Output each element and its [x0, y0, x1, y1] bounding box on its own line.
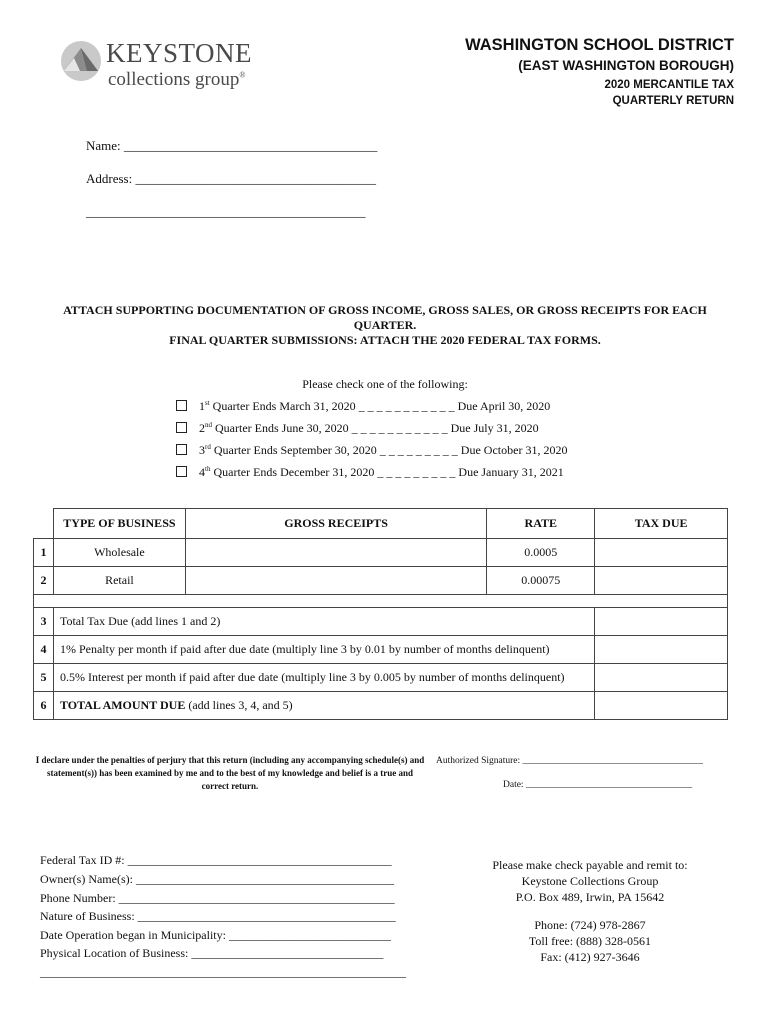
line-description: 1% Penalty per month if paid after due date (multiply line 3 by 0.01 by number of months delinquent): [53, 636, 594, 664]
business-type: Wholesale: [53, 539, 185, 567]
header-type: TYPE OF BUSINESS: [53, 509, 185, 539]
checkbox[interactable]: [176, 466, 187, 477]
line-number: 2: [34, 567, 54, 595]
table-corner: [34, 509, 54, 539]
table-row: [34, 567, 728, 595]
amount-input[interactable]: [595, 636, 728, 664]
quarter-prompt: Please check one of the following:: [302, 377, 468, 391]
mountain-peak-icon: [60, 40, 102, 82]
tax-title: 2020 MERCANTILE TAX: [604, 79, 734, 91]
checkbox[interactable]: [176, 422, 187, 433]
final-quarter-notice: FINAL QUARTER SUBMISSIONS: ATTACH THE 2020 FEDERAL TAX FORMS.: [169, 333, 601, 347]
header-rate: RATE: [487, 509, 595, 539]
line-description: TOTAL AMOUNT DUE (add lines 3, 4, and 5): [53, 692, 594, 720]
quarter-option-1[interactable]: 1st Quarter Ends March 31, 2020 _ _ _ _ _ _ _ _ _ _ _ Due April 30, 2020: [176, 399, 550, 414]
line-number: 4: [34, 636, 54, 664]
authorized-signature-field[interactable]: Authorized Signature: ______________________________________: [436, 756, 704, 766]
gross-receipts-input[interactable]: [185, 539, 486, 567]
amount-input[interactable]: [595, 692, 728, 720]
rate-value: 0.0005: [487, 539, 595, 567]
physical-location-field[interactable]: Physical Location of Business: ________________________________: [40, 946, 384, 960]
line-number: 3: [34, 608, 54, 636]
remit-intro: Please make check payable and remit to:: [492, 858, 688, 872]
line-number: 6: [34, 692, 54, 720]
rate-value: 0.00075: [487, 567, 595, 595]
name-field[interactable]: Name: _______________________________________: [86, 138, 378, 153]
remit-tollfree: Toll free: (888) 328-0561: [528, 934, 652, 948]
tax-table: [33, 508, 728, 720]
table-row: [34, 539, 728, 567]
remit-fax: Fax: (412) 927-3646: [540, 950, 640, 964]
documentation-notice: ATTACH SUPPORTING DOCUMENTATION OF GROSS INCOME, GROSS SALES, OR GROSS RECEIPTS FOR EACH QUARTER.: [63, 303, 707, 332]
return-title: QUARTERLY RETURN: [612, 95, 734, 107]
logo-brand: KEYSTONE: [106, 38, 253, 68]
header-gross: GROSS RECEIPTS: [185, 509, 486, 539]
line-description: 0.5% Interest per month if paid after due date (multiply line 3 by 0.005 by number of months delinquent): [53, 664, 594, 692]
table-row: [34, 608, 728, 636]
checkbox[interactable]: [176, 444, 187, 455]
tax-due-input[interactable]: [595, 539, 728, 567]
quarter-option-4[interactable]: 4th Quarter Ends December 31, 2020 _ _ _ _ _ _ _ _ _ Due January 31, 2021: [176, 465, 564, 480]
phone-number-field[interactable]: Phone Number: ______________________________________________: [40, 891, 395, 905]
company-logo: [60, 38, 280, 98]
quarter-option-2[interactable]: 2nd Quarter Ends June 30, 2020 _ _ _ _ _ _ _ _ _ _ _ Due July 31, 2020: [176, 421, 539, 436]
borough-subtitle: (EAST WASHINGTON BOROUGH): [518, 58, 734, 73]
address-line2-field[interactable]: ___________________________________________: [86, 204, 366, 219]
checkbox[interactable]: [176, 400, 187, 411]
amount-input[interactable]: [595, 664, 728, 692]
spacer-row: [34, 595, 728, 608]
operation-date-field[interactable]: Date Operation began in Municipality: ___________________________: [40, 928, 391, 942]
line-number: 5: [34, 664, 54, 692]
nature-of-business-field[interactable]: Nature of Business: ___________________________________________: [40, 909, 396, 923]
remit-phone: Phone: (724) 978-2867: [534, 918, 646, 932]
amount-input[interactable]: [595, 608, 728, 636]
date-field[interactable]: Date: ___________________________________: [503, 780, 693, 790]
address-field[interactable]: Address: _____________________________________: [86, 171, 376, 186]
quarter-option-3[interactable]: 3rd Quarter Ends September 30, 2020 _ _ _ _ _ _ _ _ _ Due October 31, 2020: [176, 443, 567, 458]
table-row: [34, 692, 728, 720]
district-title: WASHINGTON SCHOOL DISTRICT: [465, 36, 734, 54]
remit-org: Keystone Collections Group: [521, 874, 659, 888]
gross-receipts-input[interactable]: [185, 567, 486, 595]
owner-names-field[interactable]: Owner(s) Name(s): ___________________________________________: [40, 872, 394, 886]
header-tax-due: TAX DUE: [595, 509, 728, 539]
logo-subtitle: collections group®: [108, 69, 246, 90]
federal-tax-id-field[interactable]: Federal Tax ID #: ____________________________________________: [40, 853, 392, 867]
location-line2-field[interactable]: _____________________________________________________________: [40, 965, 406, 979]
table-row: [34, 636, 728, 664]
perjury-declaration: I declare under the penalties of perjury that this return (including any accompanying schedule(s) and statement(s)) has been examined by me and to the best of my knowledge and belief is a true and correct return.: [35, 755, 425, 791]
business-type: Retail: [53, 567, 185, 595]
line-description: Total Tax Due (add lines 1 and 2): [53, 608, 594, 636]
table-row: [34, 664, 728, 692]
tax-due-input[interactable]: [595, 567, 728, 595]
remit-address: P.O. Box 489, Irwin, PA 15642: [515, 890, 665, 904]
line-number: 1: [34, 539, 54, 567]
